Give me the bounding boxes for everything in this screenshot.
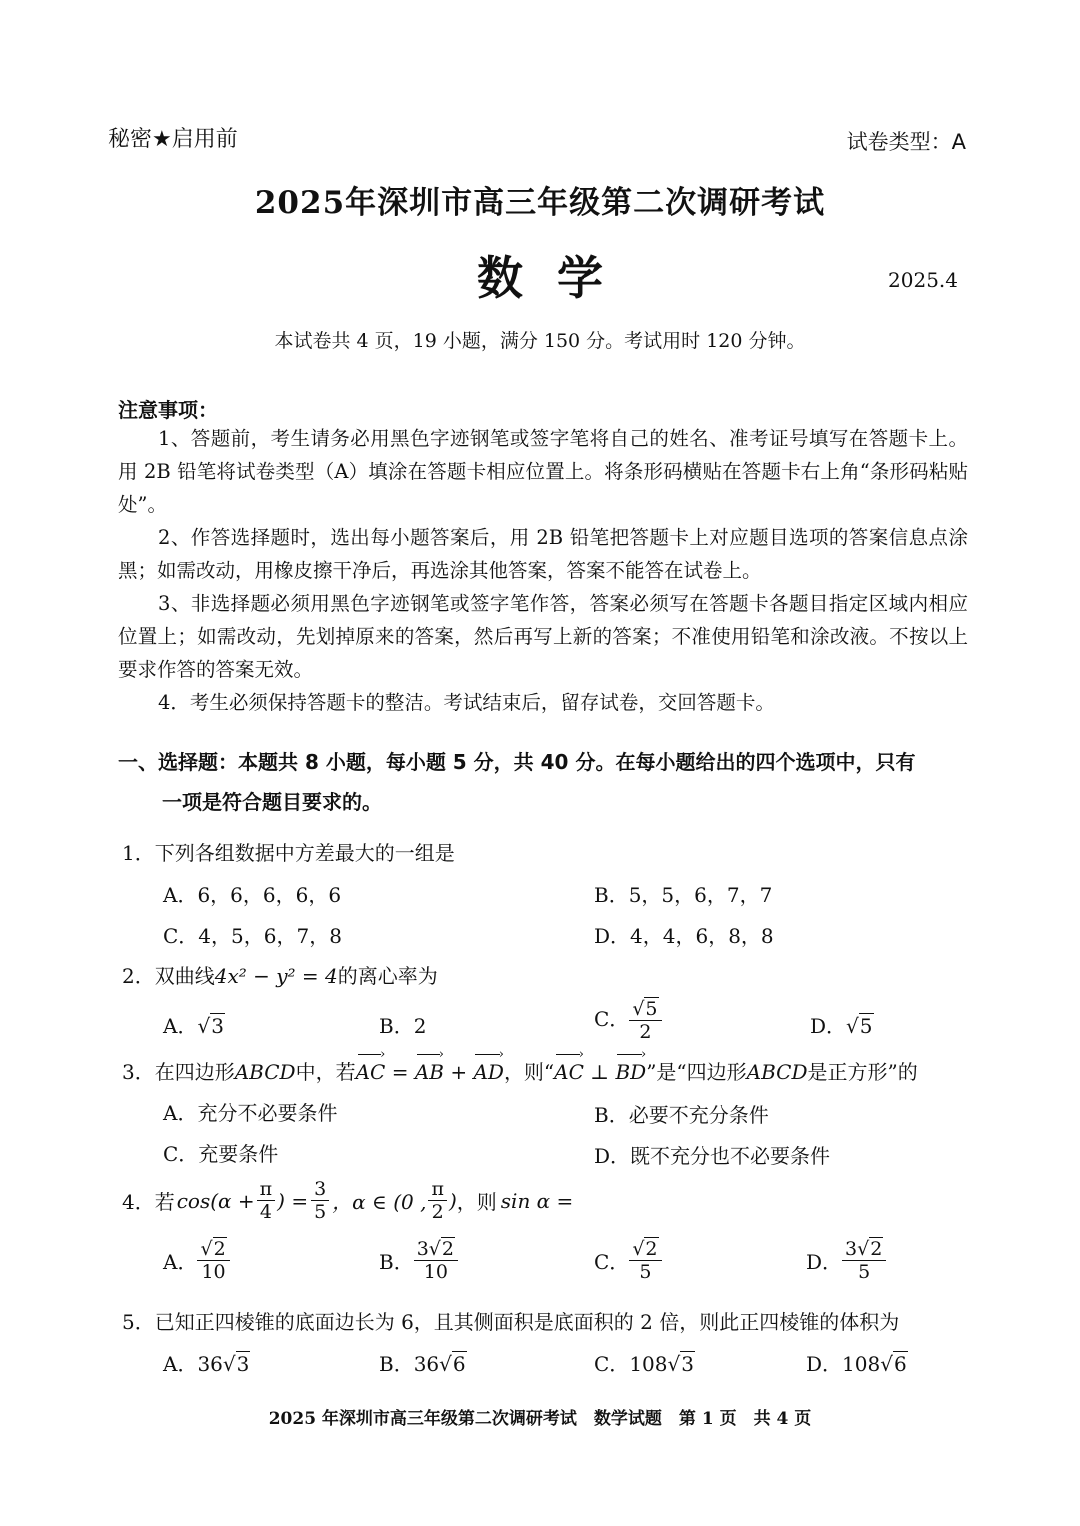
fraction: [629, 998, 661, 1043]
numerator: 3√2: [842, 1238, 886, 1261]
sqrt-expr: √6: [880, 1352, 907, 1376]
radicand: 5: [859, 1014, 873, 1038]
sqrt-expr: √3: [197, 1014, 224, 1038]
q3-op: ⊥: [583, 1060, 616, 1084]
numerator: √2: [197, 1238, 229, 1261]
option-label: A．: [163, 1250, 198, 1274]
q1-option-d: D．4，4，6，8，8: [594, 924, 774, 948]
sqrt-expr: √3: [667, 1352, 694, 1376]
vector-label: AC: [554, 1060, 584, 1084]
q2-option-b: B．2: [379, 1014, 427, 1038]
q2-option-a: [163, 1010, 225, 1039]
numerator: √5: [629, 998, 661, 1021]
exam-info: 本试卷共 4 页，19 小题，满分 150 分。考试用时 120 分钟。: [274, 330, 806, 352]
coefficient: 36: [413, 1352, 440, 1376]
q5-option-d: [806, 1348, 908, 1377]
subject-title: 数学: [477, 251, 637, 305]
q2-equation: 4x² − y² = 4: [214, 964, 338, 988]
notes-list: [118, 422, 968, 719]
vector-ad: › AD: [473, 1047, 504, 1084]
q3-abcd: ABCD: [746, 1060, 808, 1084]
q4-op: ): [448, 1188, 457, 1213]
radicand: 3: [211, 1014, 224, 1038]
q2-option-c: [594, 998, 662, 1043]
page-footer: 2025 年深圳市高三年级第二次调研考试 数学试题 第 1 页 共 4 页: [268, 1409, 812, 1429]
denominator: 10: [201, 1261, 226, 1283]
q1-option-b: B．5，5，6，7，7: [594, 883, 773, 907]
option-label: C．: [594, 1250, 630, 1274]
q3-text: ”是“四边形: [646, 1060, 747, 1084]
q3-text: 中，若: [295, 1060, 356, 1084]
sqrt-expr: √3: [222, 1352, 250, 1376]
fraction-pi-4: [257, 1178, 276, 1223]
q4-text: ，则: [456, 1190, 497, 1214]
q4-option-b: [379, 1238, 458, 1283]
q3-text: 在四边形: [154, 1060, 235, 1084]
q2-post: 的离心率为: [337, 964, 438, 988]
q3-num: 3．: [122, 1060, 155, 1084]
denominator: 5: [639, 1261, 652, 1283]
notes-heading: 注意事项：: [118, 398, 218, 422]
coefficient: 108: [842, 1352, 881, 1376]
sqrt-expr: √6: [439, 1352, 466, 1376]
radicand: 5: [645, 998, 658, 1020]
confidential-mark: 秘密★启用前: [108, 127, 238, 152]
note-item: 4．考生必须保持答题卡的整洁。考试结束后，留存试卷，交回答题卡。: [158, 691, 775, 714]
q4-op: ) =: [277, 1188, 309, 1213]
q2-num: 2．: [122, 964, 155, 988]
numerator: √2: [629, 1238, 661, 1261]
section-heading: [118, 742, 968, 822]
denominator: 2: [431, 1201, 444, 1223]
vector-ab: › AB: [414, 1047, 444, 1084]
option-label: C．: [594, 1007, 630, 1031]
section-heading-line1: 一、选择题：本题共 8 小题，每小题 5 分，共 40 分。在每小题给出的四个选项中，只有: [118, 750, 916, 774]
option-label: A．: [163, 1352, 198, 1376]
radicand: 2: [870, 1238, 883, 1260]
q3-op: +: [443, 1060, 474, 1084]
radicand: 2: [441, 1238, 454, 1260]
q5-option-b: [379, 1348, 467, 1377]
vector-bd: › BD: [615, 1047, 647, 1084]
q4-text: 若: [154, 1190, 175, 1214]
exam-date: 2025.4: [888, 268, 958, 292]
denominator: 5: [858, 1261, 871, 1283]
fraction: [414, 1238, 458, 1283]
q4-option-c: [594, 1238, 662, 1283]
q3-op: =: [385, 1060, 415, 1084]
question-1-stem: 1．下列各组数据中方差最大的一组是: [122, 841, 455, 865]
q3-text: ，则“: [503, 1060, 555, 1084]
fraction-3-5: [311, 1178, 329, 1223]
exam-title: 2025年深圳市高三年级第二次调研考试: [254, 185, 826, 221]
q1-option-c: C．4，5，6，7，8: [163, 924, 342, 948]
radicand: 2: [213, 1238, 226, 1260]
vector-label: BD: [615, 1060, 647, 1084]
numerator: 3: [311, 1178, 329, 1201]
denominator: 4: [259, 1201, 272, 1223]
denominator: 5: [314, 1201, 327, 1223]
vector-label: AB: [414, 1060, 444, 1084]
paper-type: 试卷类型：A: [846, 130, 966, 154]
note-item: 3、非选择题必须用黑色字迹钢笔或签字笔作答，答案必须写在答题卡各题目指定区域内相应位置上；如需改动，先划掉原来的答案，然后再写上新的答案；不准使用铅笔和涂改液。不按以上要求作答的答案无效。: [118, 592, 968, 681]
question-5-stem: 5．已知正四棱锥的底面边长为 6，且其侧面积是底面积的 2 倍，则此正四棱锥的体积为: [122, 1310, 900, 1334]
fraction: [842, 1238, 886, 1283]
q4-option-a: [163, 1238, 230, 1283]
q4-cond: ，α ∈ (0 ,: [332, 1190, 427, 1214]
option-label: D．: [806, 1250, 843, 1274]
q4-option-d: [806, 1238, 886, 1283]
note-item: 1、答题前，考生请务必用黑色字迹钢笔或签字笔将自己的姓名、准考证号填写在答题卡上。用 2B 铅笔将试卷类型（A）填涂在答题卡相应位置上。将条形码横贴在答题卡右上角“条形码粘贴处”。: [118, 427, 968, 516]
radicand: 3: [681, 1352, 694, 1376]
radicand: 2: [645, 1238, 658, 1260]
option-label: D．: [810, 1014, 847, 1038]
option-label: C．: [594, 1352, 630, 1376]
q4-num: 4．: [122, 1190, 155, 1214]
coefficient: 108: [629, 1352, 668, 1376]
option-label: A．: [163, 1014, 198, 1038]
numerator: π: [428, 1178, 447, 1201]
q3-option-c: C．充要条件: [163, 1142, 279, 1166]
denominator: 2: [639, 1021, 652, 1043]
radicand: 6: [452, 1352, 466, 1376]
vector-ac-2: › AC: [554, 1047, 584, 1084]
vector-ac: › AC: [355, 1047, 386, 1084]
radicand: 6: [893, 1352, 907, 1376]
note-item: 2、作答选择题时，选出每小题答案后，用 2B 铅笔把答题卡上对应题目选项的答案信息点涂黑；如需改动，用橡皮擦干净后，再选涂其他答案，答案不能答在试卷上。: [118, 526, 968, 582]
q2-pre: 双曲线: [154, 964, 215, 988]
radicand: 3: [236, 1352, 250, 1376]
coefficient: 3: [845, 1238, 858, 1260]
q5-option-c: [594, 1348, 695, 1377]
numerator: π: [257, 1178, 276, 1201]
q3-option-b: B．必要不充分条件: [594, 1103, 769, 1127]
sqrt-expr: √5: [846, 1014, 873, 1038]
denominator: 10: [423, 1261, 448, 1283]
q4-cos: cos(α +: [176, 1188, 255, 1213]
vector-label: AC: [355, 1060, 386, 1084]
q1-option-a: A．6，6，6，6，6: [163, 883, 342, 907]
q3-option-d: D．既不充分也不必要条件: [594, 1144, 831, 1168]
option-label: D．: [806, 1352, 843, 1376]
question-3-stem: [122, 1047, 918, 1085]
numerator: 3√2: [414, 1238, 458, 1261]
q4-sin: sin α =: [500, 1188, 574, 1213]
fraction-pi-2: [428, 1178, 447, 1223]
question-2-stem: [122, 960, 438, 989]
question-4-stem: [122, 1178, 573, 1223]
q5-option-a: [163, 1348, 250, 1377]
option-label: B．: [379, 1352, 414, 1376]
coefficient: 36: [197, 1352, 223, 1376]
fraction: [629, 1238, 661, 1283]
coefficient: 3: [416, 1238, 429, 1260]
fraction: [197, 1238, 229, 1283]
q2-option-d: [810, 1010, 874, 1039]
q3-option-a: A．充分不必要条件: [163, 1101, 338, 1125]
q3-abcd: ABCD: [234, 1060, 296, 1084]
section-heading-line2: 一项是符合题目要求的。: [162, 790, 382, 814]
vector-label: AD: [473, 1060, 504, 1084]
q3-text: 是正方形”的: [807, 1060, 918, 1084]
option-label: B．: [379, 1250, 414, 1274]
